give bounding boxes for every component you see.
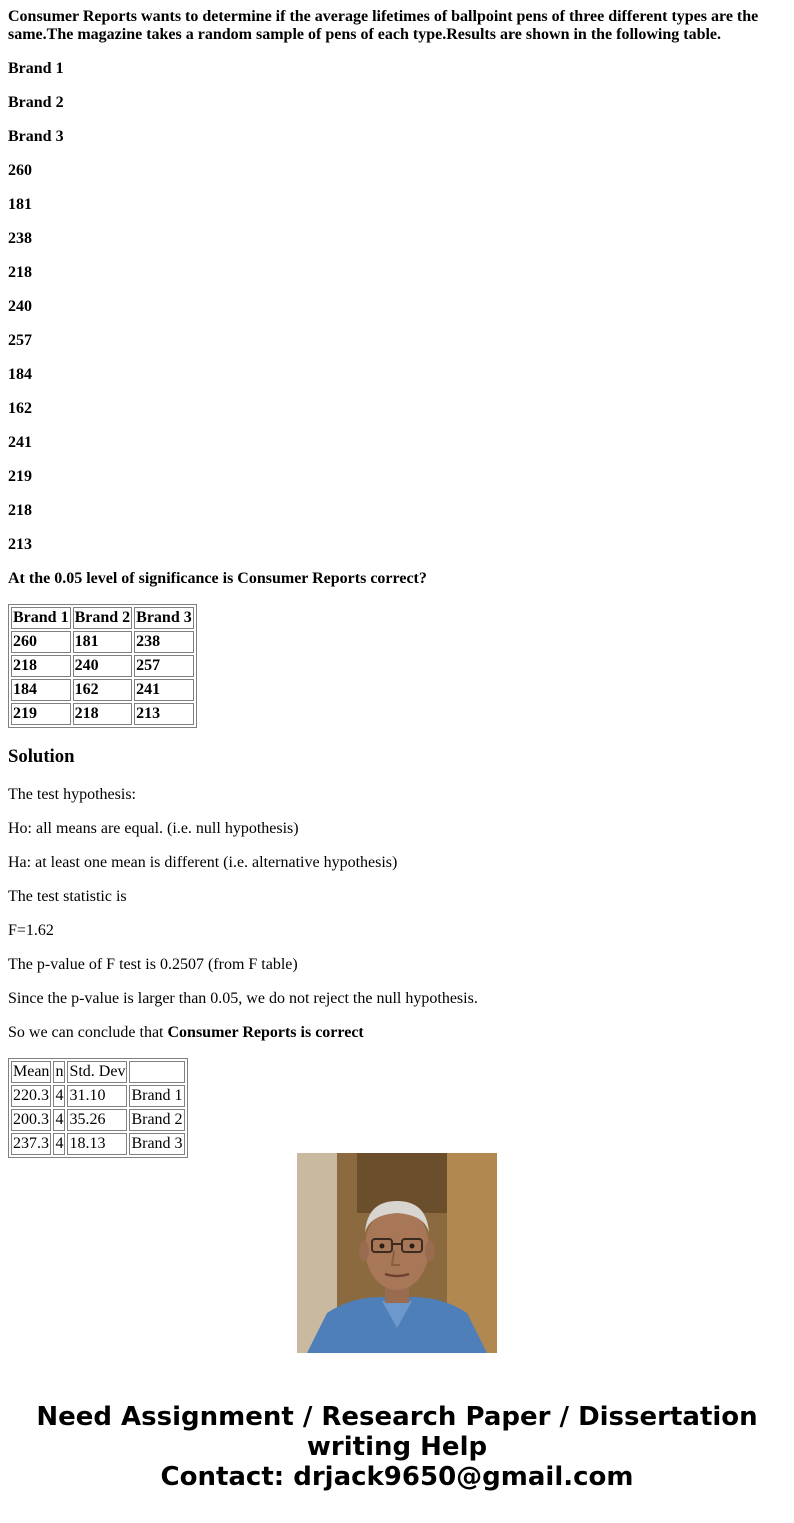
table-cell: 220.3 (11, 1085, 51, 1107)
table-cell: 4 (53, 1085, 65, 1107)
summary-table-clip (8, 1058, 786, 1152)
table-header-cell: Brand 3 (134, 607, 194, 629)
table-cell: Brand 1 (129, 1085, 184, 1107)
solution-paragraph: Ho: all means are equal. (i.e. null hypothesis) (8, 820, 299, 837)
table-cell: 218 (73, 703, 133, 725)
question-line: 218 (8, 502, 32, 519)
brand-data-table (8, 604, 197, 728)
question-line: 181 (8, 196, 32, 213)
question-line: 238 (8, 230, 32, 247)
table-row (11, 655, 194, 677)
table-cell: 18.13 (67, 1133, 127, 1155)
table-cell: Brand 2 (129, 1109, 184, 1131)
question-lines (8, 60, 786, 554)
table-row (11, 1109, 185, 1131)
table-header-cell (129, 1061, 184, 1083)
question-line: 218 (8, 264, 32, 281)
table-row (11, 631, 194, 653)
table-cell: 238 (134, 631, 194, 653)
question-line: 240 (8, 298, 32, 315)
question-line: Brand 2 (8, 94, 64, 111)
solution-paragraph: The test hypothesis: (8, 786, 136, 803)
tutor-portrait-image (297, 1153, 497, 1353)
promo-banner (0, 1402, 794, 1492)
solution-paragraph: The p-value of F test is 0.2507 (from F table) (8, 956, 298, 973)
table-cell: 31.10 (67, 1085, 127, 1107)
question-intro: Consumer Reports wants to determine if the average lifetimes of ballpoint pens of three different types are the same.The magazine takes a random sample of pens of each type.Results are shown in the following table. (8, 8, 759, 43)
table-cell: 260 (11, 631, 71, 653)
question-line: Brand 1 (8, 60, 64, 77)
table-row (11, 679, 194, 701)
table-cell: 181 (73, 631, 133, 653)
document-body (8, 0, 786, 1152)
table-cell: 257 (134, 655, 194, 677)
solution-paragraph: The test statistic is (8, 888, 127, 905)
table-header-cell: Mean (11, 1061, 51, 1083)
solution-paragraph: Since the p-value is larger than 0.05, we do not reject the null hypothesis. (8, 990, 478, 1007)
question-line: 162 (8, 400, 32, 417)
conclusion-prefix: So we can conclude that (8, 1024, 168, 1041)
promo-line: Need Assignment / Research Paper / Dissertation (36, 1402, 758, 1432)
solution-conclusion (8, 1024, 786, 1042)
table-cell: 240 (73, 655, 133, 677)
question-prompt: At the 0.05 level of significance is Consumer Reports correct? (8, 570, 427, 587)
question-line: 213 (8, 536, 32, 553)
table-row (11, 1085, 185, 1107)
table-row (11, 703, 194, 725)
question-line: 219 (8, 468, 32, 485)
table-cell: Brand 3 (129, 1133, 184, 1155)
table-cell: 4 (53, 1109, 65, 1131)
solution-paragraph: Ha: at least one mean is different (i.e. alternative hypothesis) (8, 854, 398, 871)
table-header-cell: n (53, 1061, 65, 1083)
solution-heading: Solution (8, 746, 75, 767)
table-cell: 237.3 (11, 1133, 51, 1155)
question-line: Brand 3 (8, 128, 64, 145)
table-header-row (11, 1061, 185, 1083)
tutor-avatar (297, 1153, 497, 1353)
promo-contact: Contact: drjack9650@gmail.com (160, 1462, 634, 1492)
table-cell: 213 (134, 703, 194, 725)
table-cell: 218 (11, 655, 71, 677)
table-header-cell: Brand 1 (11, 607, 71, 629)
conclusion-bold: Consumer Reports is correct (167, 1024, 364, 1041)
table-cell: 35.26 (67, 1109, 127, 1131)
question-line: 260 (8, 162, 32, 179)
table-header-cell: Brand 2 (73, 607, 133, 629)
solution-paragraph: F=1.62 (8, 922, 54, 939)
table-cell: 4 (53, 1133, 65, 1155)
table-cell: 200.3 (11, 1109, 51, 1131)
table-cell: 241 (134, 679, 194, 701)
question-line: 257 (8, 332, 32, 349)
table-cell: 162 (73, 679, 133, 701)
promo-line: writing Help (306, 1432, 488, 1462)
question-line: 241 (8, 434, 32, 451)
question-line: 184 (8, 366, 32, 383)
table-cell: 184 (11, 679, 71, 701)
table-header-cell: Std. Dev (67, 1061, 127, 1083)
table-header-row (11, 607, 194, 629)
table-row (11, 1133, 185, 1155)
table-cell: 219 (11, 703, 71, 725)
summary-table (8, 1058, 188, 1158)
